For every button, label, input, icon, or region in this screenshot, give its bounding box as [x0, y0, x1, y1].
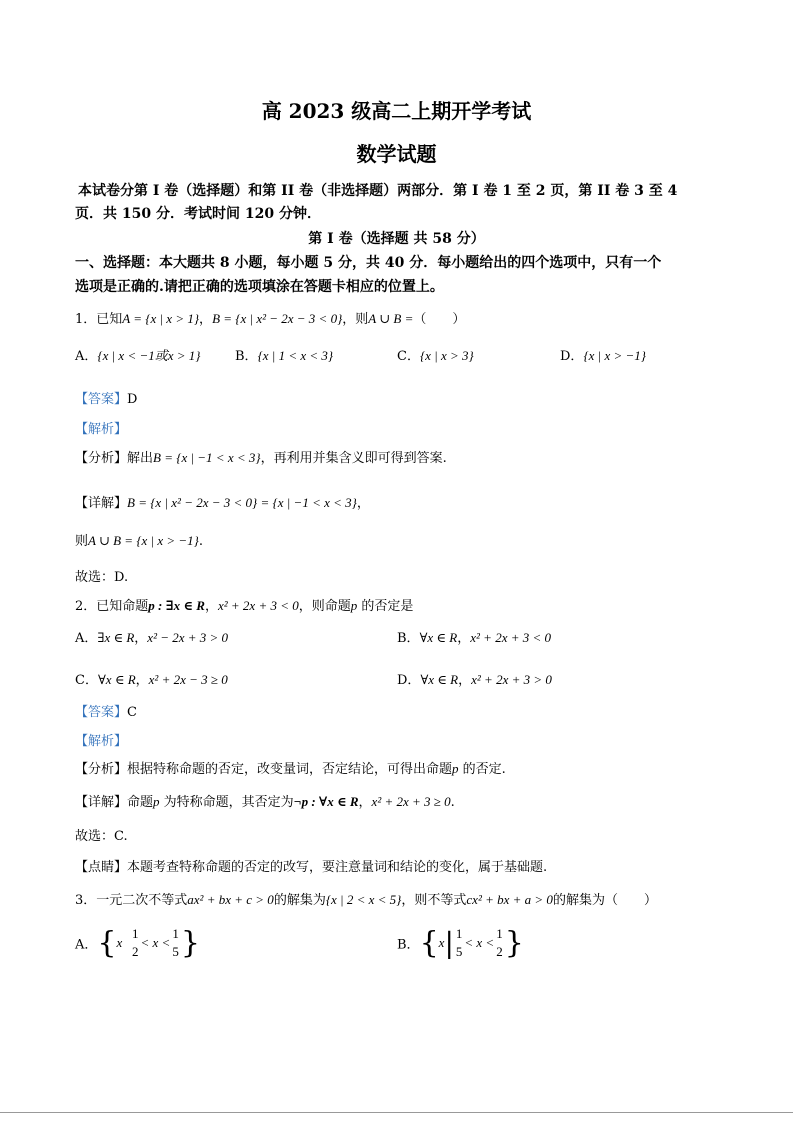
q1-option-c[interactable]: [397, 345, 474, 364]
q3-stem-prefix: 3．一元二次不等式: [75, 893, 188, 908]
q1-answer-tag: 【答案】: [75, 392, 128, 407]
q3-stem-end: 的解集为（ ）: [552, 893, 657, 908]
q2-prop: p : ∃x ∈ R: [148, 598, 205, 613]
q2-detail-end: .: [450, 795, 455, 810]
q1-analysis-tag: 【分析】: [75, 451, 128, 466]
q3-stem: [75, 889, 657, 908]
q1-option-c-label: C．: [397, 349, 420, 364]
q1-analysis-pre: 解出: [127, 451, 154, 466]
q1-analysis: [75, 447, 447, 466]
q3-option-a-frac1: [132, 925, 139, 961]
q2-answer-value: C: [127, 705, 137, 720]
q3-option-b-rbrace: }: [504, 925, 524, 961]
exam-subtitle: 数学试题: [356, 142, 437, 166]
q3-option-b-bar: |: [444, 926, 454, 960]
q1-paren: （ ）: [413, 312, 466, 327]
q2-option-c-ineq: x² + 2x − 3 ≥ 0: [148, 672, 228, 687]
q2-stem: [75, 595, 413, 614]
q2-detail-mid: 为特称命题，其否定为: [163, 795, 294, 810]
q1-explain-tag: 【解析】: [75, 422, 128, 437]
q2-comment-text: 本题考查特称命题的否定的改写，要注意量词和结论的变化，属于基础题.: [127, 860, 548, 875]
q1-set-b: B = {x | x² − 2x − 3 < 0}: [212, 311, 343, 326]
intro-line-2: 页．共 150 分．考试时间 120 分钟．: [75, 206, 321, 222]
q3-option-a-frac2-num: 1: [172, 926, 179, 941]
q2-option-d-label: D．: [397, 673, 421, 688]
q2-option-b[interactable]: B．∀x ∈ R，x² + 2x + 3 < 0: [397, 630, 552, 646]
q1-stem: [75, 308, 465, 327]
q3-ineq1: ax² + bx + c > 0: [187, 892, 274, 907]
q1-option-c-text: {x | x > 3}: [419, 348, 474, 363]
q1-option-d-text: {x | x > −1}: [583, 348, 646, 363]
q3-option-a-frac2: [172, 925, 179, 961]
q2-option-c[interactable]: C．∀x ∈ R，x² + 2x − 3 ≥ 0: [75, 672, 228, 688]
q1-option-b[interactable]: [235, 345, 333, 364]
q3-option-b-frac2-num: 1: [496, 926, 503, 941]
q3-option-b-lbrace: {: [419, 925, 439, 961]
q3-option-a-frac1-den: 2: [131, 944, 139, 959]
q3-option-a-lbrace: {: [97, 925, 117, 961]
q1-option-a-text: {x | x < −1或x > 1}: [97, 348, 201, 363]
q1-option-b-label: B．: [235, 349, 258, 364]
exam-title: 高 2023 级高二上期开学考试: [261, 99, 532, 123]
q3-stem-mid1: 的解集为: [273, 893, 326, 908]
q2-option-d[interactable]: D．∀x ∈ R，x² + 2x + 3 > 0: [397, 672, 552, 688]
q3-option-b-frac2: [496, 925, 503, 961]
q1-stem-then: ，则: [342, 312, 369, 327]
q1-union: A ∪ B =: [368, 311, 414, 326]
q2-option-a-label: A．: [75, 631, 98, 646]
q1-detail: [75, 492, 370, 511]
page-bottom-divider: [0, 1112, 793, 1113]
q2-detail: 【详解】命题p 为特称命题，其否定为¬p : ∀x ∈ R，x² + 2x + 3 ≥ 0.: [75, 794, 455, 810]
q2-option-a[interactable]: A．∃x ∈ R，x² − 2x + 3 > 0: [75, 630, 229, 646]
q1-option-a-label: A．: [75, 349, 98, 364]
q1-then-end: .: [198, 534, 204, 549]
q2-p: p: [350, 598, 358, 613]
q3-option-a-frac2-den: 5: [172, 944, 179, 959]
q2-stem-end: 的否定是: [361, 599, 414, 614]
q2-analysis-post: 的否定.: [462, 762, 506, 777]
q1-then-label: 则: [75, 534, 89, 549]
q1-choose: 故选：D.: [75, 570, 129, 585]
q2-option-c-quant: ∀x ∈ R: [97, 672, 136, 687]
q3-option-a-frac1-num: 1: [131, 926, 139, 941]
q2-answer-tag: 【答案】: [75, 705, 128, 720]
q2-ineq: x² + 2x + 3 < 0: [217, 598, 299, 613]
q3-option-a-rbrace: }: [180, 925, 200, 961]
q2-choose: 故选：C.: [75, 829, 128, 844]
q1-answer: [75, 388, 137, 407]
q2-stem-prefix: 2．已知命题: [75, 599, 149, 614]
q1-option-b-text: {x | 1 < x < 3}: [257, 348, 334, 363]
q2-answer: [75, 701, 137, 720]
q3-option-b-lt: < x <: [464, 935, 495, 950]
q2-comment: [75, 856, 547, 875]
q3-option-a-lt: < x <: [140, 935, 171, 950]
intro-line-1: 本试卷分第 I 卷（选择题）和第 II 卷（非选择题）两部分．第 I 卷 1 至 2 页，第 II 卷 3 至 4: [78, 183, 678, 199]
q1-detail-end: ，: [356, 496, 370, 511]
q2-sep: ，: [204, 599, 218, 614]
q2-option-a-quant: ∃x ∈ R: [97, 630, 135, 645]
q2-analysis-tag: 【分析】: [75, 762, 128, 777]
q2-detail-neg: ¬p : ∀x ∈ R: [293, 794, 359, 809]
part1-line-1: 一、选择题：本大题共 8 小题，每小题 5 分，共 40 分．每小题给出的四个选项中，只有一个: [75, 255, 662, 271]
q2-option-d-quant: ∀x ∈ R: [420, 672, 459, 687]
q2-detail-ineq: x² + 2x + 3 ≥ 0: [371, 794, 451, 809]
q3-option-b-frac1-den: 5: [455, 944, 463, 959]
q3-option-a-label: A．: [75, 937, 98, 953]
q2-option-b-ineq: x² + 2x + 3 < 0: [470, 630, 552, 645]
q2-option-d-ineq: x² + 2x + 3 > 0: [471, 672, 552, 687]
q1-sep: ，: [199, 312, 213, 327]
q2-option-c-label: C．: [75, 673, 98, 688]
q1-stem-prefix: 1．已知: [75, 312, 123, 327]
q3-ineq2: cx² + bx + a > 0: [466, 892, 553, 907]
part1-line-2: 选项是正确的.请把正确的选项填涂在答题卡相应的位置上。: [75, 279, 444, 295]
q1-detail-math: B = {x | x² − 2x − 3 < 0} = {x | −1 < x < 3}: [127, 495, 357, 510]
q2-detail-tag: 【详解】: [75, 795, 128, 810]
q3-stem-mid2: ，则不等式: [401, 893, 467, 908]
q1-analysis-post: ，再利用并集含义即可得到答案.: [260, 451, 447, 466]
q1-set-a: A = {x | x > 1}: [122, 311, 200, 326]
q1-detail-tag: 【详解】: [75, 496, 128, 511]
q3-option-b[interactable]: [397, 925, 524, 961]
q3-option-a-x: x: [116, 935, 123, 950]
q1-answer-value: D: [127, 392, 138, 407]
q3-option-a[interactable]: [75, 925, 200, 961]
q2-detail-p: p: [153, 794, 160, 809]
q2-comment-tag: 【点睛】: [75, 860, 128, 875]
q1-option-a[interactable]: [75, 345, 201, 364]
q3-option-b-x: x: [438, 935, 445, 950]
q1-then: [75, 530, 203, 549]
q2-analysis-p: p: [452, 761, 459, 776]
q2-option-b-label: B．: [397, 631, 420, 646]
q3-set1: {x | 2 < x < 5}: [325, 892, 402, 907]
q2-explain-tag: 【解析】: [75, 734, 128, 749]
q1-option-d-label: D．: [560, 349, 584, 364]
q2-detail-pre: 命题: [127, 795, 154, 810]
section-heading: 第 I 卷（选择题 共 58 分）: [308, 231, 485, 247]
q1-option-d[interactable]: [560, 345, 646, 364]
q3-option-b-frac1: [456, 925, 463, 961]
q1-analysis-math: B = {x | −1 < x < 3}: [153, 450, 261, 465]
q3-option-b-frac2-den: 2: [496, 944, 503, 959]
q2-analysis: [75, 758, 506, 777]
q2-option-b-quant: ∀x ∈ R: [419, 630, 458, 645]
q2-analysis-pre: 根据特称命题的否定，改变量词，否定结论，可得出命题: [127, 762, 453, 777]
q1-then-math: A ∪ B = {x | x > −1}: [88, 533, 199, 548]
q3-option-b-label: B．: [397, 937, 420, 953]
q3-option-a-bar: |: [126, 935, 130, 950]
q3-option-b-frac1-num: 1: [455, 926, 463, 941]
q2-option-a-ineq: x² − 2x + 3 > 0: [147, 630, 229, 645]
q2-stem-mid: ，则命题: [298, 599, 351, 614]
